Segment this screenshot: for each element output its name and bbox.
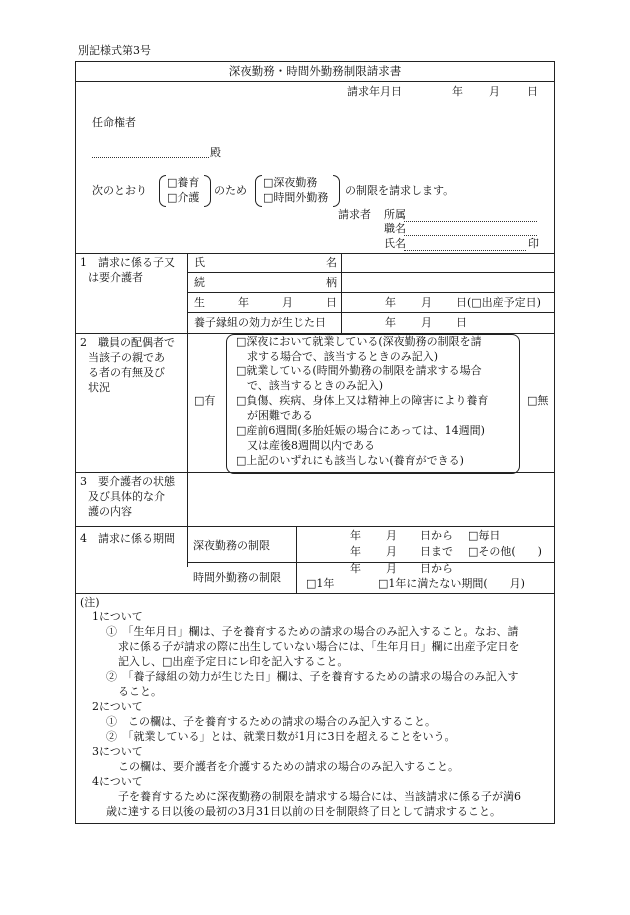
brace-left — [255, 175, 262, 207]
sec3-heading-1: 3 要介護者の状態 — [80, 475, 175, 488]
night-opt-daily[interactable]: □毎日 — [468, 529, 501, 542]
name-field[interactable] — [404, 250, 526, 251]
sec1-heading-1: 1 請求に係る子又 — [80, 256, 175, 269]
position-field[interactable] — [404, 235, 537, 236]
adoption-month: 月 — [421, 316, 432, 329]
note4-title: 4について — [92, 775, 143, 788]
limit-option-overtime[interactable]: □時間外勤務 — [263, 191, 329, 204]
divider — [75, 526, 555, 527]
divider — [187, 272, 555, 273]
spouse-have[interactable]: □有 — [194, 394, 216, 407]
option-5-line-1[interactable]: □上記のいずれにも該当しない(養育ができる) — [236, 454, 464, 467]
form-title: 深夜勤務・時間外勤務制限請求書 — [228, 64, 402, 78]
notes-header: (注) — [80, 596, 100, 609]
adoption-label: 養子縁組の効力が生じた日 — [194, 316, 326, 329]
sec2-heading-1: 2 職員の配偶者で — [80, 336, 175, 349]
requester-position: 職名 — [384, 222, 406, 235]
birth-day-expected[interactable]: 日(□出産予定日) — [456, 296, 541, 309]
option-3-line-1[interactable]: □負傷、疾病、身体上又は精神上の障害により養育 — [236, 394, 489, 407]
date-day: 日 — [527, 85, 538, 98]
relation-label-2: 柄 — [326, 276, 337, 289]
overtime-from-day: 日から — [420, 562, 453, 575]
affiliation-field[interactable] — [404, 221, 537, 222]
relation-label-1: 続 — [194, 276, 205, 289]
birth-label-4: 日 — [326, 296, 337, 309]
note2-2: ② 「就業している」とは、就業日数が1月に3日を超えることをいう。 — [106, 730, 456, 743]
seal-mark: 印 — [528, 237, 539, 250]
brace-right — [333, 175, 340, 207]
overtime-opt-less[interactable]: □1年に満たない期間( 月) — [378, 577, 525, 590]
date-year: 年 — [452, 85, 463, 98]
date-label: 請求年月日 — [347, 85, 402, 98]
note1-title: 1について — [92, 610, 143, 623]
requester-name: 氏名 — [384, 237, 406, 250]
night-to-year: 年 — [350, 545, 361, 558]
divider — [187, 253, 188, 567]
night-from-year: 年 — [350, 529, 361, 542]
note1-1-line1: ① 「生年月日」欄は、子を養育するための請求の場合のみ記入すること。なお、請 — [106, 625, 519, 638]
night-limit-label: 深夜勤務の制限 — [193, 539, 270, 552]
requester-affiliation: 所属 — [384, 208, 406, 221]
divider — [296, 526, 297, 593]
sec3-heading-2: 及び具体的な介 — [88, 490, 165, 503]
note1-1-line3: 記入し、□出産予定日にレ印を記入すること。 — [118, 655, 349, 668]
option-4-line-1[interactable]: □産前6週間(多胎妊娠の場合にあっては、14週間) — [236, 424, 485, 437]
request-suffix: の制限を請求します。 — [345, 184, 455, 197]
note1-1-line2: 求に係る子が請求の際に出生していない場合には、「生年月日」欄に出産予定日を — [118, 640, 520, 653]
birth-year: 年 — [385, 296, 396, 309]
sec3-heading-3: 護の内容 — [88, 505, 132, 518]
note1-2-line1: ② 「養子縁組の効力が生じた日」欄は、子を養育するための請求の場合のみ記入す — [106, 670, 519, 683]
reason-option-care[interactable]: □介護 — [167, 191, 200, 204]
sec4-heading: 4 請求に係る期間 — [80, 532, 175, 545]
overtime-from-year: 年 — [350, 562, 361, 575]
sec1-heading-2: は要介護者 — [88, 271, 143, 284]
brace-right — [204, 175, 211, 207]
note3-1: この欄は、要介護者を介護するための請求の場合のみ記入すること。 — [118, 760, 459, 773]
addressee-field[interactable] — [92, 157, 209, 158]
note1-2-line2: ること。 — [118, 685, 162, 698]
adoption-day: 日 — [456, 316, 467, 329]
night-to-day: 日まで — [420, 545, 453, 558]
note3-title: 3について — [92, 745, 143, 758]
overtime-limit-label: 時間外勤務の制限 — [193, 571, 281, 584]
note2-1: ① この欄は、子を養育するための請求の場合のみ記入すること。 — [106, 715, 436, 728]
divider — [75, 593, 555, 594]
birth-month: 月 — [421, 296, 432, 309]
sec2-heading-3: る者の有無及び — [88, 366, 165, 379]
spouse-none[interactable]: □無 — [527, 394, 549, 407]
requester-label: 請求者 — [338, 208, 371, 221]
addressee-honorific: 殿 — [210, 146, 221, 159]
addressee-label: 任命権者 — [92, 116, 136, 129]
birth-label-3: 月 — [282, 296, 293, 309]
brace-left — [159, 175, 166, 207]
divider — [75, 81, 555, 82]
name-label-2: 名 — [326, 256, 337, 269]
overtime-from-month: 月 — [386, 562, 397, 575]
request-prefix: 次のとおり — [92, 184, 147, 197]
night-opt-other[interactable]: □その他( ) — [468, 545, 542, 558]
divider — [75, 472, 555, 473]
limit-option-night[interactable]: □深夜勤務 — [263, 176, 318, 189]
divider — [187, 292, 555, 293]
divider — [341, 253, 342, 333]
sec2-heading-2: 当該子の親であ — [88, 351, 165, 364]
reason-option-childcare[interactable]: □養育 — [167, 176, 200, 189]
note4-1-line2: 歳に達する日以後の最初の3月31日以前の日を制限終了日として請求すること。 — [106, 805, 501, 818]
request-mid: のため — [214, 184, 247, 197]
night-from-month: 月 — [386, 529, 397, 542]
divider — [75, 253, 555, 254]
option-2-line-2: で、該当するときのみ記入) — [247, 379, 384, 392]
divider — [187, 562, 555, 563]
adoption-year: 年 — [385, 316, 396, 329]
night-from-day: 日から — [420, 529, 453, 542]
birth-label-1: 生 — [194, 296, 205, 309]
option-1-line-2: 求する場合で、該当するときのみ記入) — [247, 350, 439, 363]
option-1-line-1[interactable]: □深夜において就業している(深夜勤務の制限を請 — [236, 335, 482, 348]
note2-title: 2について — [92, 700, 143, 713]
birth-label-2: 年 — [238, 296, 249, 309]
sec2-heading-4: 状況 — [88, 381, 110, 394]
divider — [187, 312, 555, 313]
night-to-month: 月 — [386, 545, 397, 558]
name-label-1: 氏 — [194, 256, 205, 269]
form-label: 別記様式第3号 — [78, 44, 151, 57]
note4-1-line1: 子を養育するために深夜勤務の制限を請求する場合には、当該請求に係る子が満6 — [118, 790, 521, 803]
overtime-opt-1year[interactable]: □1年 — [306, 577, 335, 590]
option-4-line-2: 又は産後8週間以内である — [247, 439, 375, 452]
date-month: 月 — [489, 85, 500, 98]
option-3-line-2: が困難である — [247, 409, 313, 422]
option-2-line-1[interactable]: □就業している(時間外勤務の制限を請求する場合 — [236, 364, 482, 377]
